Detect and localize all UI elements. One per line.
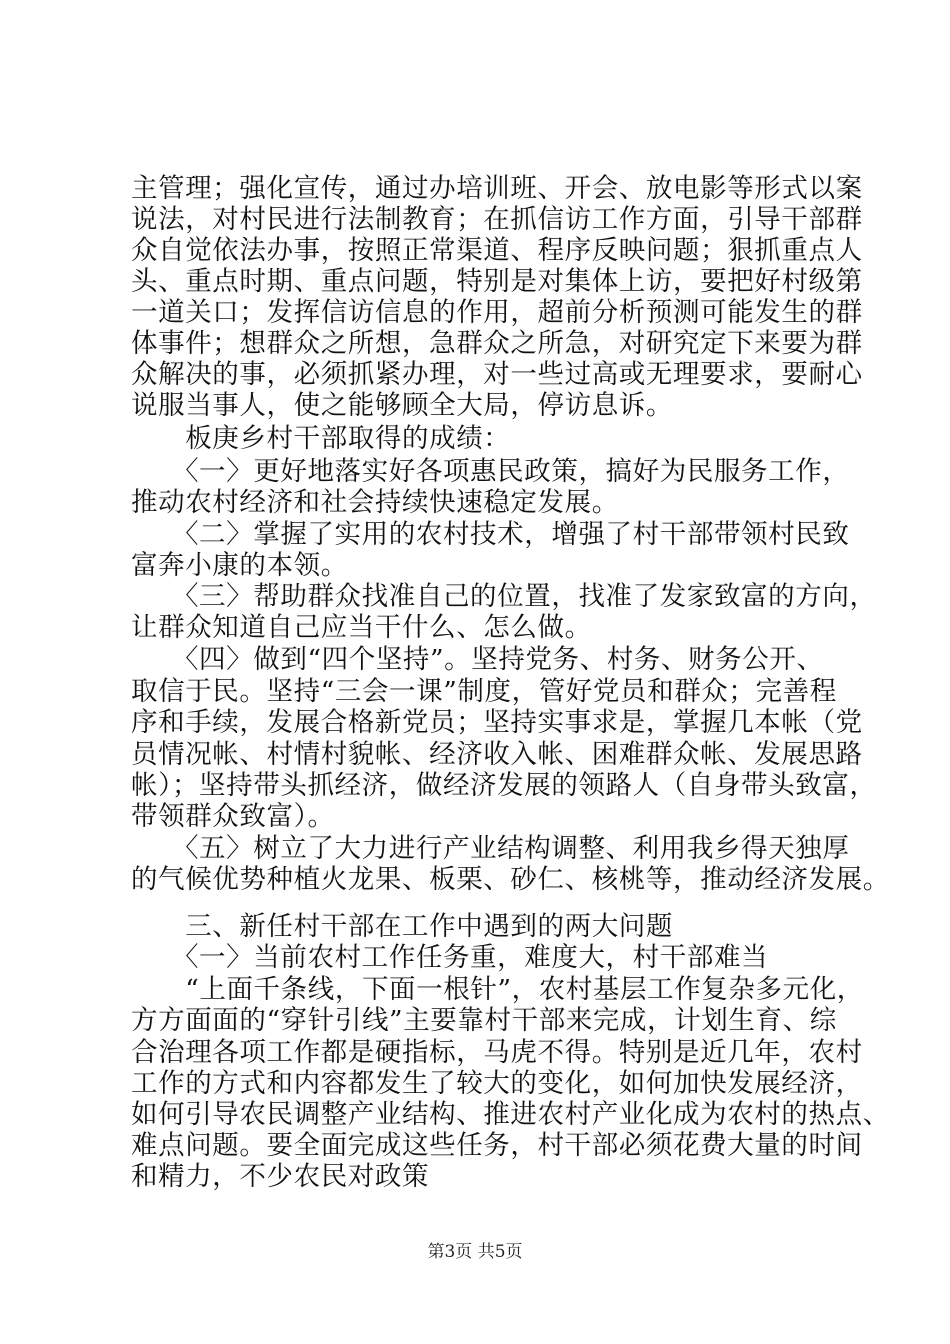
- paragraph-line: 〈三〉帮助群众找准自己的位置，找准了发家致富的方向，: [131, 581, 877, 612]
- paragraph-line: 推动农村经济和社会持续快速稳定发展。: [131, 487, 619, 518]
- paragraph-line: 帐）；坚持带头抓经济，做经济发展的领路人（自身带头致富，: [131, 770, 877, 801]
- paragraph-line: 合治理各项工作都是硬指标，马虎不得。特别是近几年，农村: [131, 1037, 863, 1068]
- paragraph-line: 众解决的事，必须抓紧办理，对一些过高或无理要求，要耐心: [131, 359, 863, 390]
- paragraph-line: 〈一〉当前农村工作任务重，难度大，村干部难当: [131, 942, 769, 973]
- page-footer: 第3页 共5页: [427, 1242, 523, 1262]
- paragraph-line: 三、新任村干部在工作中遇到的两大问题: [131, 911, 673, 942]
- paragraph-line: 工作的方式和内容都发生了较大的变化，如何加快发展经济，: [131, 1068, 863, 1099]
- paragraph-line: 带领群众致富）。: [131, 801, 335, 832]
- paragraph-line: 〈五〉树立了大力进行产业结构调整、利用我乡得天独厚: [131, 833, 850, 864]
- paragraph-line: 头、重点时期、重点问题，特别是对集体上访，要把好村级第: [131, 266, 863, 297]
- paragraph-line: 如何引导农民调整产业结构、推进农村产业化成为农村的热点、: [131, 1099, 890, 1130]
- paragraph-line: 一道关口；发挥信访信息的作用，超前分析预测可能发生的群: [131, 297, 863, 328]
- paragraph-line: 难点问题。要全面完成这些任务，村干部必须花费大量的时间: [131, 1130, 863, 1161]
- paragraph-line: 〈一〉更好地落实好各项惠民政策，搞好为民服务工作，: [131, 456, 850, 487]
- paragraph-line: 让群众知道自己应当干什么、怎么做。: [131, 612, 592, 643]
- paragraph-line: 的气候优势种植火龙果、板栗、砂仁、核桃等，推动经济发展。: [131, 864, 890, 895]
- paragraph-line: 板庚乡村干部取得的成绩：: [131, 423, 511, 454]
- paragraph-line: 主管理；强化宣传，通过办培训班、开会、放电影等形式以案: [131, 173, 863, 204]
- paragraph-line: 员情况帐、村情村貌帐、经济收入帐、困难群众帐、发展思路: [131, 739, 863, 770]
- paragraph-line: 取信于民。坚持“三会一课”制度，管好党员和群众；完善程: [131, 676, 837, 707]
- paragraph-line: 体事件；想群众之所想，急群众之所急，对研究定下来要为群: [131, 328, 863, 359]
- paragraph-line: 众自觉依法办事，按照正常渠道、程序反映问题；狠抓重点人: [131, 235, 863, 266]
- paragraph-line: 说法，对村民进行法制教育；在抓信访工作方面，引导干部群: [131, 204, 863, 235]
- paragraph-line: 〈四〉做到“四个坚持”。坚持党务、村务、财务公开、: [131, 644, 824, 675]
- paragraph-line: 富奔小康的本领。: [131, 550, 348, 581]
- paragraph-line: “上面千条线，下面一根针”，农村基层工作复杂多元化，: [131, 974, 864, 1005]
- paragraph-line: 方方面面的“穿针引线”主要靠村干部来完成，计划生育、综: [131, 1005, 837, 1036]
- paragraph-line: 〈二〉掌握了实用的农村技术，增强了村干部带领村民致: [131, 519, 850, 550]
- paragraph-line: 说服当事人，使之能够顾全大局，停访息诉。: [131, 390, 673, 421]
- paragraph-line: 和精力，不少农民对政策: [131, 1161, 430, 1192]
- paragraph-line: 序和手续，发展合格新党员；坚持实事求是，掌握几本帐（党: [131, 707, 863, 738]
